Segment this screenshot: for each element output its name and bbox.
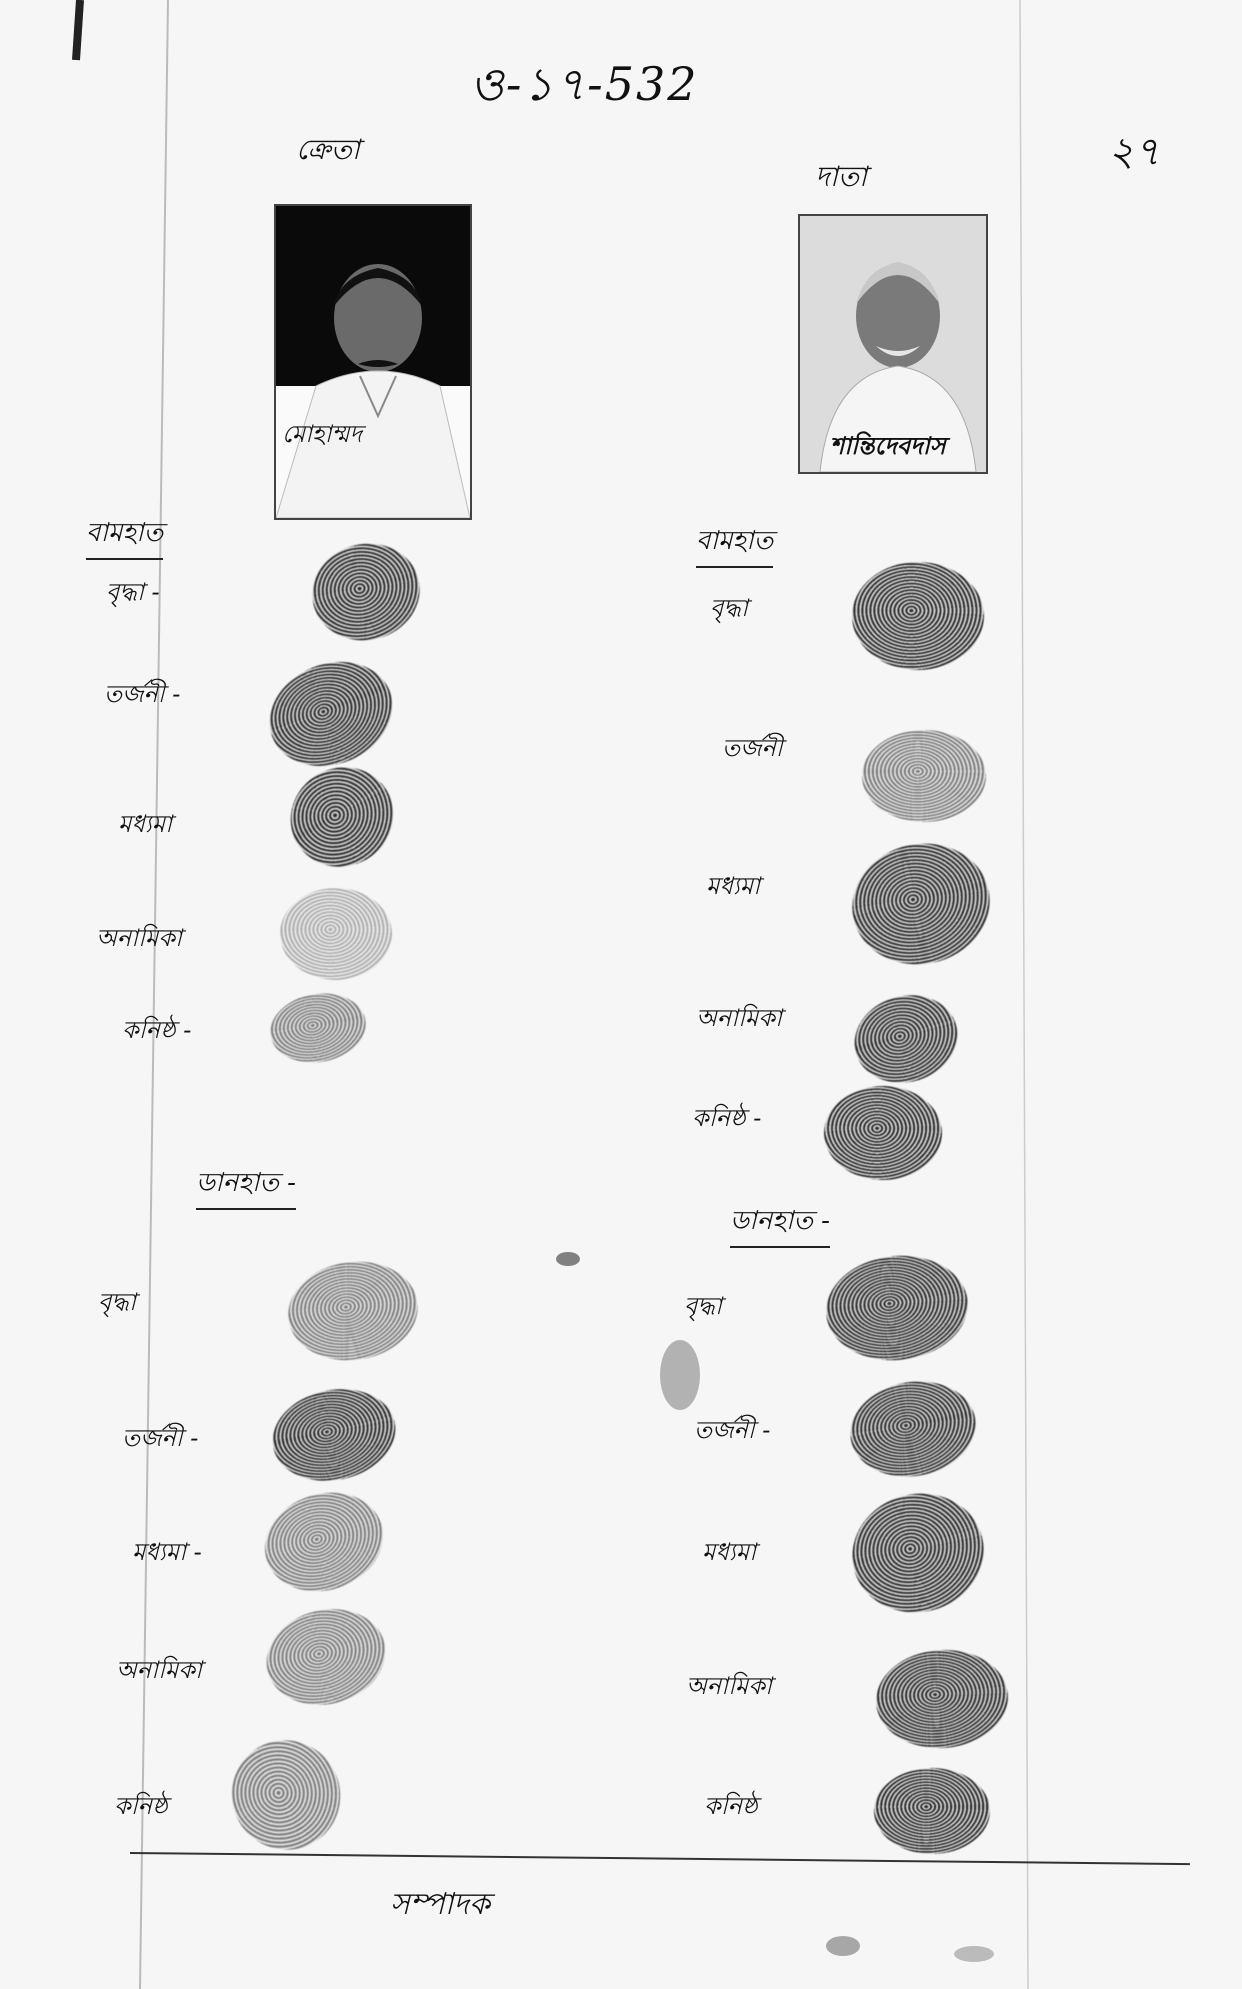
ink-speck [556,1252,580,1266]
left-party-left-index-label: তর্জনী - [104,680,181,708]
right-party-role: দাতা [815,160,867,193]
right-party-left-thumb-label: বৃদ্ধা [710,594,748,622]
left-party-right-index-label: তর্জনী - [122,1424,199,1452]
right-photo-signature: শান্তিদেবদাস [830,431,946,460]
fingerprint-right-party-left-thumb [852,562,984,670]
bottom-signature: সম্পাদক [390,1887,491,1922]
left-photo-signature: মোহাম্মদ [282,420,363,448]
left-party-left-middle-label: মধ্যমা [118,810,173,838]
left-party-left-ring-label: অনামিকা [96,924,183,952]
right-party-left-middle-label: মধ্যমা [706,872,761,900]
right-party-left-little-label: কনিষ্ঠ - [692,1104,762,1132]
right-party-right-hand-title: ডানহাত - [730,1200,830,1248]
fingerprint-right-party-right-little [874,1768,990,1854]
left-party-right-thumb-label: বৃদ্ধা [98,1288,136,1316]
right-party-left-ring-label: অনামিকা [696,1004,783,1032]
right-party-right-ring-label: অনামিকা [686,1672,773,1700]
left-party-right-little-label: কনিষ্ঠ [114,1792,168,1820]
reference-number: ও-১৭-532 [470,57,699,111]
right-party-right-middle-label: মধ্যমা [702,1538,757,1566]
right-party-left-index-label: তর্জনী [722,734,783,762]
left-party-right-hand-title: ডানহাত - [196,1162,296,1210]
left-party-left-little-label: কনিষ্ঠ - [122,1016,192,1044]
fingerprint-right-party-left-index [862,730,986,822]
ink-smudge [660,1340,700,1410]
ink-speck [826,1936,860,1956]
left-party-role: ক্রেতা [296,133,360,166]
left-party-right-ring-label: অনামিকা [116,1656,203,1684]
right-party-right-little-label: কনিষ্ঠ [704,1792,758,1820]
fingerprint-right-party-left-little [824,1086,942,1180]
right-party-photo [798,214,988,474]
left-party-right-middle-label: মধ্যমা - [132,1538,202,1566]
left-party-left-thumb-label: বৃদ্ধা - [106,578,160,606]
page-number: ২৭ [1108,129,1161,175]
left-party-left-hand-title: বামহাত [86,512,163,560]
left-party-photo [274,204,472,520]
right-party-left-hand-title: বামহাত [696,520,773,568]
right-party-right-index-label: তর্জনী - [694,1416,771,1444]
right-party-right-thumb-label: বৃদ্ধা [684,1292,722,1320]
ink-speck [954,1946,994,1962]
left-portrait-image [276,206,470,518]
fingerprint-left-party-left-ring [280,888,392,980]
